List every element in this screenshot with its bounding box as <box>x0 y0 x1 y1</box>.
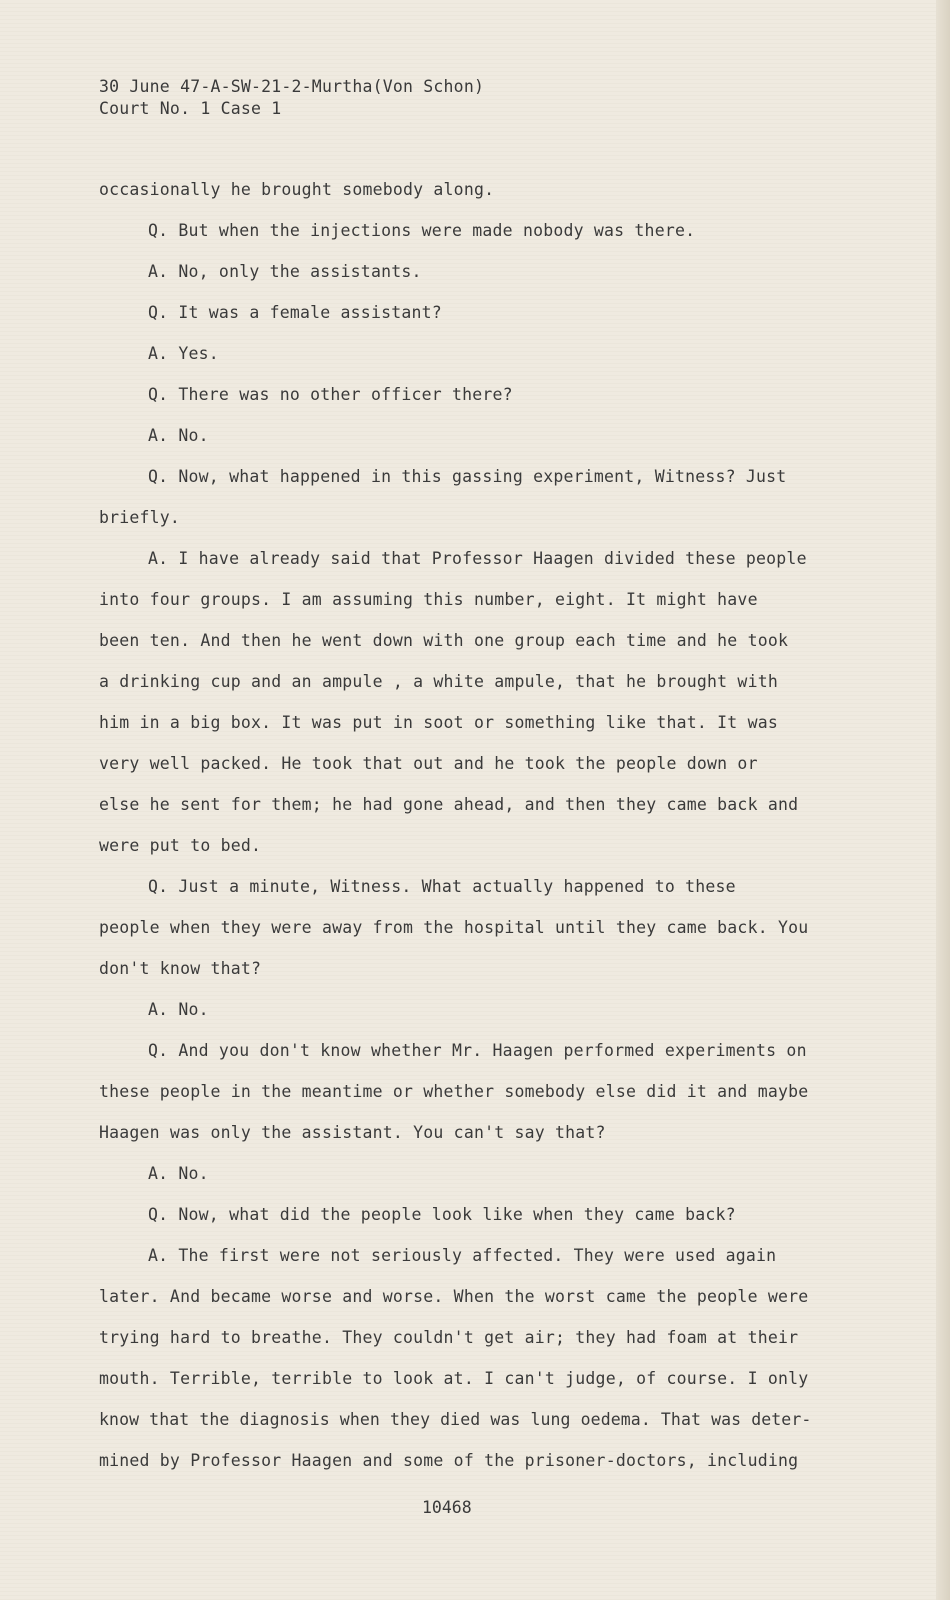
body-line: Q. Now, what did the people look like when they came back? <box>148 1205 736 1224</box>
body-line: later. And became worse and worse. When the worst came the people were <box>99 1287 809 1306</box>
body-line: else he sent for them; he had gone ahead, and then they came back and <box>99 795 799 814</box>
body-line: A. No. <box>148 1164 209 1183</box>
body-line: people when they were away from the hospital until they came back. You <box>99 918 809 937</box>
header-line-1: 30 June 47-A-SW-21-2-Murtha(Von Schon) <box>99 77 485 96</box>
body-line: briefly. <box>99 508 181 527</box>
body-line: been ten. And then he went down with one group each time and he took <box>99 631 789 650</box>
body-line: A. The first were not seriously affected. They were used again <box>148 1246 777 1265</box>
body-line: A. I have already said that Professor Haagen divided these people <box>148 549 807 568</box>
header-line-2: Court No. 1 Case 1 <box>99 99 282 118</box>
body-line: A. No, only the assistants. <box>148 262 422 281</box>
body-line: occasionally he brought somebody along. <box>99 180 495 199</box>
body-line: Q. But when the injections were made nobody was there. <box>148 221 696 240</box>
body-line: trying hard to breathe. They couldn't get air; they had foam at their <box>99 1328 799 1347</box>
body-line: mouth. Terrible, terrible to look at. I can't judge, of course. I only <box>99 1369 809 1388</box>
body-line: Q. It was a female assistant? <box>148 303 442 322</box>
body-line: A. No. <box>148 1000 209 1019</box>
body-line: Q. And you don't know whether Mr. Haagen performed experiments on <box>148 1041 807 1060</box>
body-line: Q. There was no other officer there? <box>148 385 513 404</box>
body-line: A. No. <box>148 426 209 445</box>
body-line: A. Yes. <box>148 344 219 363</box>
body-line: Q. Now, what happened in this gassing experiment, Witness? Just <box>148 467 787 486</box>
body-line: him in a big box. It was put in soot or something like that. It was <box>99 713 778 732</box>
paper-edge <box>936 0 950 1600</box>
body-line: these people in the meantime or whether somebody else did it and maybe <box>99 1082 809 1101</box>
body-line: into four groups. I am assuming this number, eight. It might have <box>99 590 758 609</box>
body-line: Haagen was only the assistant. You can't say that? <box>99 1123 606 1142</box>
body-line: Q. Just a minute, Witness. What actually happened to these <box>148 877 736 896</box>
body-line: a drinking cup and an ampule , a white ampule, that he brought with <box>99 672 778 691</box>
page-number: 10468 <box>422 1498 472 1517</box>
document-header <box>99 76 484 120</box>
body-line: very well packed. He took that out and he took the people down or <box>99 754 758 773</box>
body-line: mined by Professor Haagen and some of the prisoner-doctors, including <box>99 1451 799 1470</box>
body-line: know that the diagnosis when they died was lung oedema. That was deter- <box>99 1410 812 1429</box>
body-line: were put to bed. <box>99 836 262 855</box>
body-line: don't know that? <box>99 959 262 978</box>
